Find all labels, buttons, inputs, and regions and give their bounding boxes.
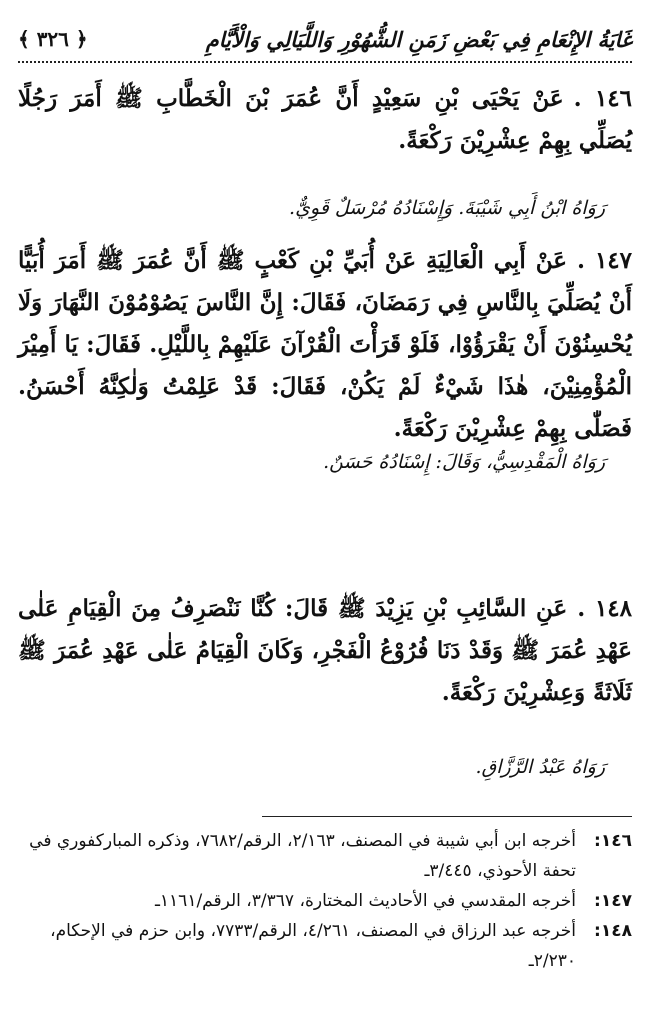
footnote-number: ١٤٧: [594,891,632,911]
hadith-text: عَنْ يَحْيَى بْنِ سَعِيْدٍ أَنَّ عُمَرَ بْنَ الْخَطَّابِ ﷺ أَمَرَ رَجُلًا يُصَلِّي بِهِمْ عِشْرِيْنَ رَكْعَةً. [18,85,632,154]
footnote-text: أخرجه ابن أبي شيبة في المصنف، ٢/١٦٣، الرقم/٧٦٨٢، وذكره المباركفوري في تحفة الأحوذي، ٣/٤٤٥ـ [29,831,576,881]
footnote-number: ١٤٦: [594,831,632,851]
footnotes [18,826,632,976]
footnote-divider [262,816,632,817]
header-divider [18,61,632,63]
hadith-148 [18,588,632,714]
hadith-number: ١٤٧ . [576,247,633,274]
hadith-146-source: رَوَاهُ ابْنُ أَبِي شَيْبَةَ. وَإِسْنَادُهُ مُرْسَلٌ قَوِيٌّ. [289,197,605,219]
footnote-146 [18,826,632,886]
footnote-text: أخرجه عبد الرزاق في المصنف، ٤/٢٦١، الرقم/٧٧٣٣، وابن حزم في الإحكام، ٢/٢٣٠ـ [50,921,576,971]
hadith-text: عَنِ السَّائِبِ بْنِ يَزِيْدَ ﷺ قَالَ: كُنَّا نَنْصَرِفُ مِنَ الْقِيَامِ عَلٰى عَهْدِ عُمَرَ ﷺ وَقَدْ دَنَا فُرُوْعُ الْفَجْرِ، وَكَانَ الْقِيَامُ عَلٰى عَهْدِ عُمَرَ ﷺ ثَلَاثَةً وَعِشْرِيْنَ رَكْعَةً. [18,595,632,706]
footnote-number: ١٤٨: [594,921,632,941]
hadith-text: عَنْ أَبِي الْعَالِيَةِ عَنْ أُبَيِّ بْنِ كَعْبٍ ﷺ أَنَّ عُمَرَ ﷺ أَمَرَ أُبَيًّا أَنْ يُصَلِّيَ بِالنَّاسِ فِي رَمَضَانَ، فَقَالَ: إِنَّ النَّاسَ يَصُوْمُوْنَ النَّهَارَ وَلَا يُحْسِنُوْنَ أَنْ يَقْرَؤُوْا، فَلَوْ قَرَأْتَ الْقُرْآنَ عَلَيْهِمْ بِاللَّيْلِ. فَقَالَ: يَا أَمِيْرَ الْمُؤْمِنِيْنَ، هٰذَا شَيْءٌ لَمْ يَكُنْ، فَقَالَ: قَدْ عَلِمْتُ وَلٰكِنَّهُ أَحْسَنُ. فَصَلّٰى بِهِمْ عِشْرِيْنَ رَكْعَةً. [18,247,632,442]
hadith-146 [18,78,632,162]
hadith-147 [18,240,632,450]
hadith-number: ١٤٦ . [573,85,632,112]
hadith-147-source: رَوَاهُ الْمَقْدِسِيُّ، وَقَالَ: إِسْنَادُهُ حَسَنٌ. [323,451,605,473]
footnote-147 [18,886,632,916]
footnote-148 [18,916,632,976]
page-header [18,22,632,56]
hadith-148-source: رَوَاهُ عَبْدُ الرَّزَّاقِ. [475,756,605,778]
hadith-number: ١٤٨ . [577,595,632,622]
page-number: ﴿ ٣٢٦ ﴾ [18,27,88,51]
running-title: غَايَةُ الإِنْعَامِ فِي بَعْضِ زَمَنِ الشُّهُوْرِ وَاللَّيَالِي وَالْأَيَّامِ [205,26,632,52]
footnote-text: أخرجه المقدسي في الأحاديث المختارة، ٣/٣٦٧، الرقم/١١٦١ـ [154,891,576,911]
